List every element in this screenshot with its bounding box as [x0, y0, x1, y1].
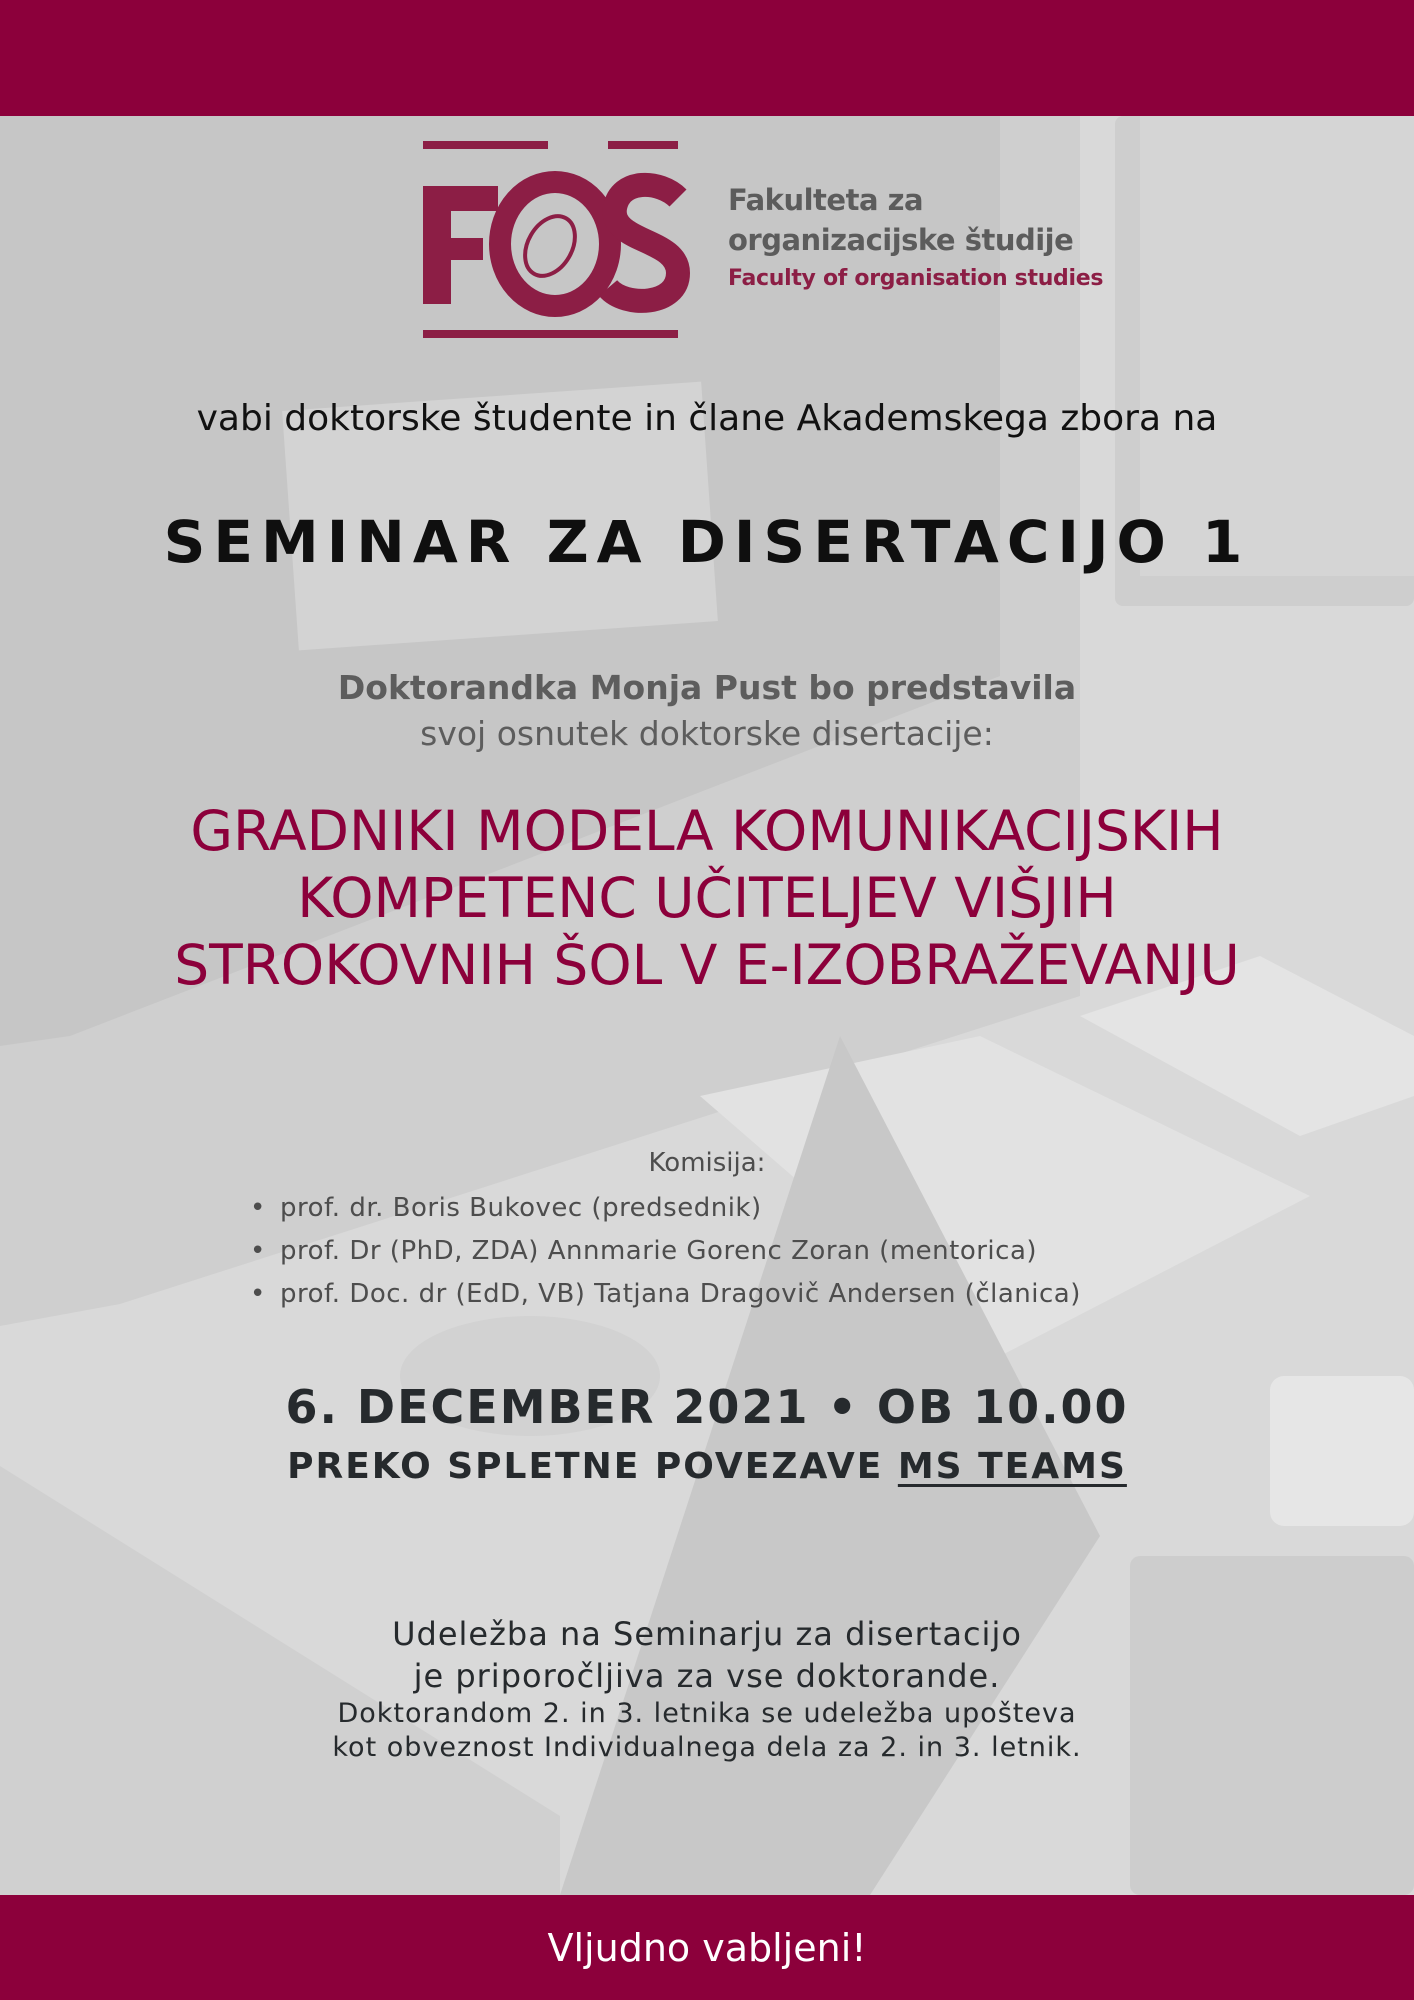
logo-text: [728, 180, 1103, 298]
ms-teams-link[interactable]: MS TEAMS: [897, 1446, 1127, 1487]
top-banner: [0, 0, 1414, 116]
committee-member: • prof. Dr (PhD, ZDA) Annmarie Gorenc Zoran (mentorica): [250, 1230, 1081, 1273]
logo-line-studies: organizacijske študije: [728, 223, 1074, 257]
seminar-title: SEMINAR ZA DISERTACIJO 1: [163, 508, 1251, 576]
attendance-line-3: Doktorandom 2. in 3. letnika se udeležba upošteva: [337, 1698, 1077, 1729]
invite-text: vabi doktorske študente in člane Akademskega zbora na: [196, 398, 1218, 439]
location-prefix: PREKO SPLETNE POVEZAVE: [287, 1446, 898, 1487]
logo-line-faculty: Fakulteta za: [728, 183, 924, 217]
footer-greeting: Vljudno vabljeni!: [547, 1925, 867, 1970]
attendance-line-2: je priporočljiva za vse doktorande.: [413, 1657, 1001, 1695]
event-date-time: 6. DECEMBER 2021 • OB 10.00: [285, 1380, 1129, 1434]
dissertation-title-line-3: STROKOVNIH ŠOL V E-IZOBRAŽEVANJU: [174, 933, 1240, 997]
attendance-obligation: [0, 1697, 1414, 1765]
attendance-line-1: Udeležba na Seminarju za disertacijo: [392, 1615, 1022, 1653]
logo-line-english: Faculty of organisation studies: [728, 266, 1104, 291]
dissertation-title-line-1: GRADNIKI MODELA KOMUNIKACIJSKIH: [190, 799, 1224, 863]
committee-member: • prof. dr. Boris Bukovec (predsednik): [250, 1187, 1081, 1230]
presenter-line: Doktorandka Monja Pust bo predstavila: [337, 668, 1077, 707]
dissertation-title: [0, 798, 1414, 999]
dissertation-title-line-2: KOMPETENC UČITELJEV VIŠJIH: [297, 866, 1117, 930]
committee-label: Komisija:: [648, 1148, 766, 1178]
draft-line: svoj osnutek doktorske disertacije:: [420, 714, 994, 753]
event-location: [0, 1446, 1414, 1487]
committee-list: [250, 1187, 1081, 1316]
attendance-recommendation: [0, 1613, 1414, 1697]
attendance-line-4: kot obveznost Individualnega dela za 2. in 3. letnik.: [332, 1732, 1082, 1763]
footer-banner: [0, 1895, 1414, 2000]
committee-member: • prof. Doc. dr (EdD, VB) Tatjana Dragovič Andersen (članica): [250, 1273, 1081, 1316]
